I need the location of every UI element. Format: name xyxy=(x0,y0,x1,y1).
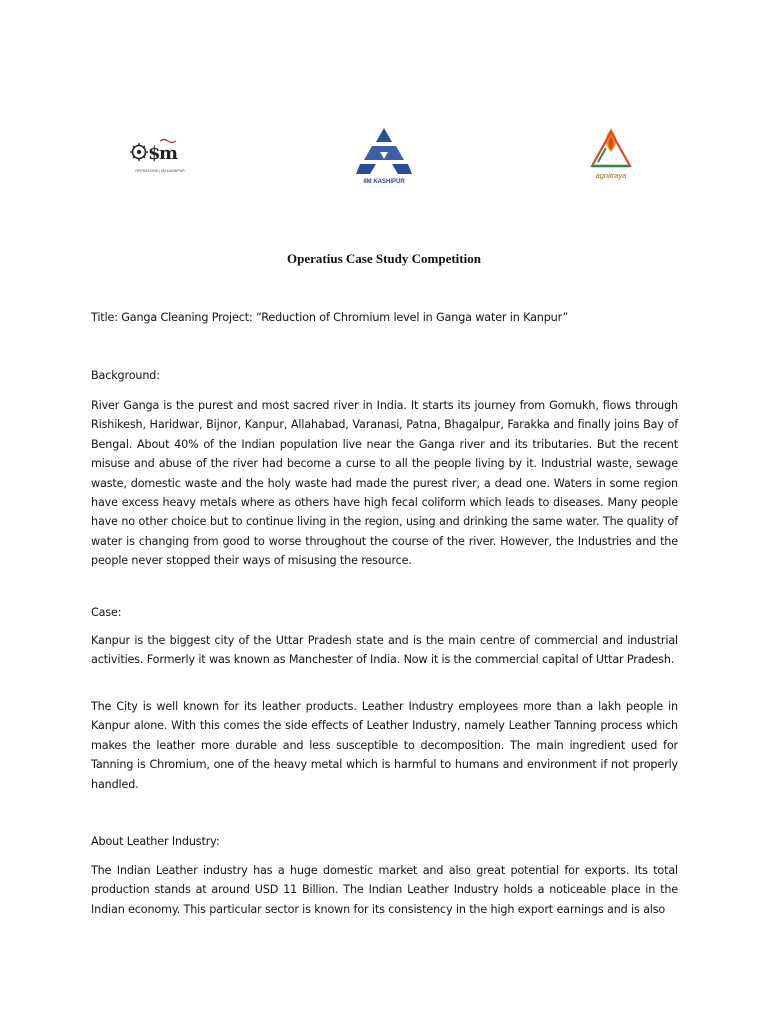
iim-kashipur-logo xyxy=(352,124,416,186)
agnitraya-caption: agnitraya xyxy=(595,171,627,180)
iim-kashipur-caption: IIM KASHIPUR xyxy=(363,179,405,185)
agnitraya-logo xyxy=(586,122,636,184)
svg-text:m: m xyxy=(159,143,179,164)
case-heading: Case: xyxy=(91,606,122,619)
iim-kashipur-logo-icon xyxy=(352,124,416,186)
agnitraya-logo-icon xyxy=(586,122,636,184)
osm-logo-icon xyxy=(130,134,190,178)
case-title-line: Title: Ganga Cleaning Project: “Reduction of Chromium level in Ganga water in Kanpur” xyxy=(91,311,569,324)
svg-text:$: $ xyxy=(148,143,161,164)
case-paragraph-1: Kanpur is the biggest city of the Uttar Pradesh state and is the main centre of commercial and industrial activities. Formerly it was known as Manchester of India. Now it is the commercial capital of Uttar Pradesh. xyxy=(91,634,678,667)
competition-title: Operatius Case Study Competition xyxy=(287,251,481,266)
background-paragraph: River Ganga is the purest and most sacred river in India. It starts its journey from Gomukh, flows through Rishikesh, Haridwar, Bijnor, Kanpur, Allahabad, Varanasi, Patna, Bhagalpur, Farakka and finally joins Bay of Bengal. About 40% of the Indian population live near the Ganga river and its tributaries. But the recent misuse and abuse of the river had become a curse to all the people living by it. Industrial waste, sewage waste, domestic waste and the holy waste had made the purest river, a dead one. Waters in some region have excess heavy metals where as others have high fecal coliform which leads to diseases. Many people have no other choice but to continue living in the region, using and drinking the same water. The quality of water is changing from good to worse throughout the course of the river. However, the Industries and the people never stopped their ways of misusing the resource. xyxy=(91,399,678,568)
leather-industry-heading: About Leather Industry: xyxy=(91,835,220,848)
osm-logo xyxy=(130,134,190,178)
logo-header xyxy=(0,120,768,220)
case-paragraph-2: The City is well known for its leather products. Leather Industry employees more than a lakh people in Kanpur alone. With this comes the side effects of Leather Industry, namely Leather Tanning process which makes the leather more durable and less susceptible to decomposition. The main ingredient used for Tanning is Chromium, one of the heavy metal which is harmful to humans and environment if not properly handled. xyxy=(91,700,678,791)
leather-industry-paragraph: The Indian Leather industry has a huge domestic market and also great potential for exports. Its total production stands at around USD 11 Billion. The Indian Leather Industry holds a noticeable place in the Indian economy. This particular sector is known for its consistency in the high export earnings and is also xyxy=(91,864,678,916)
background-heading: Background: xyxy=(91,369,160,382)
osm-logo-caption: OPERATIONS | IIM KASHIPUR xyxy=(135,169,185,173)
